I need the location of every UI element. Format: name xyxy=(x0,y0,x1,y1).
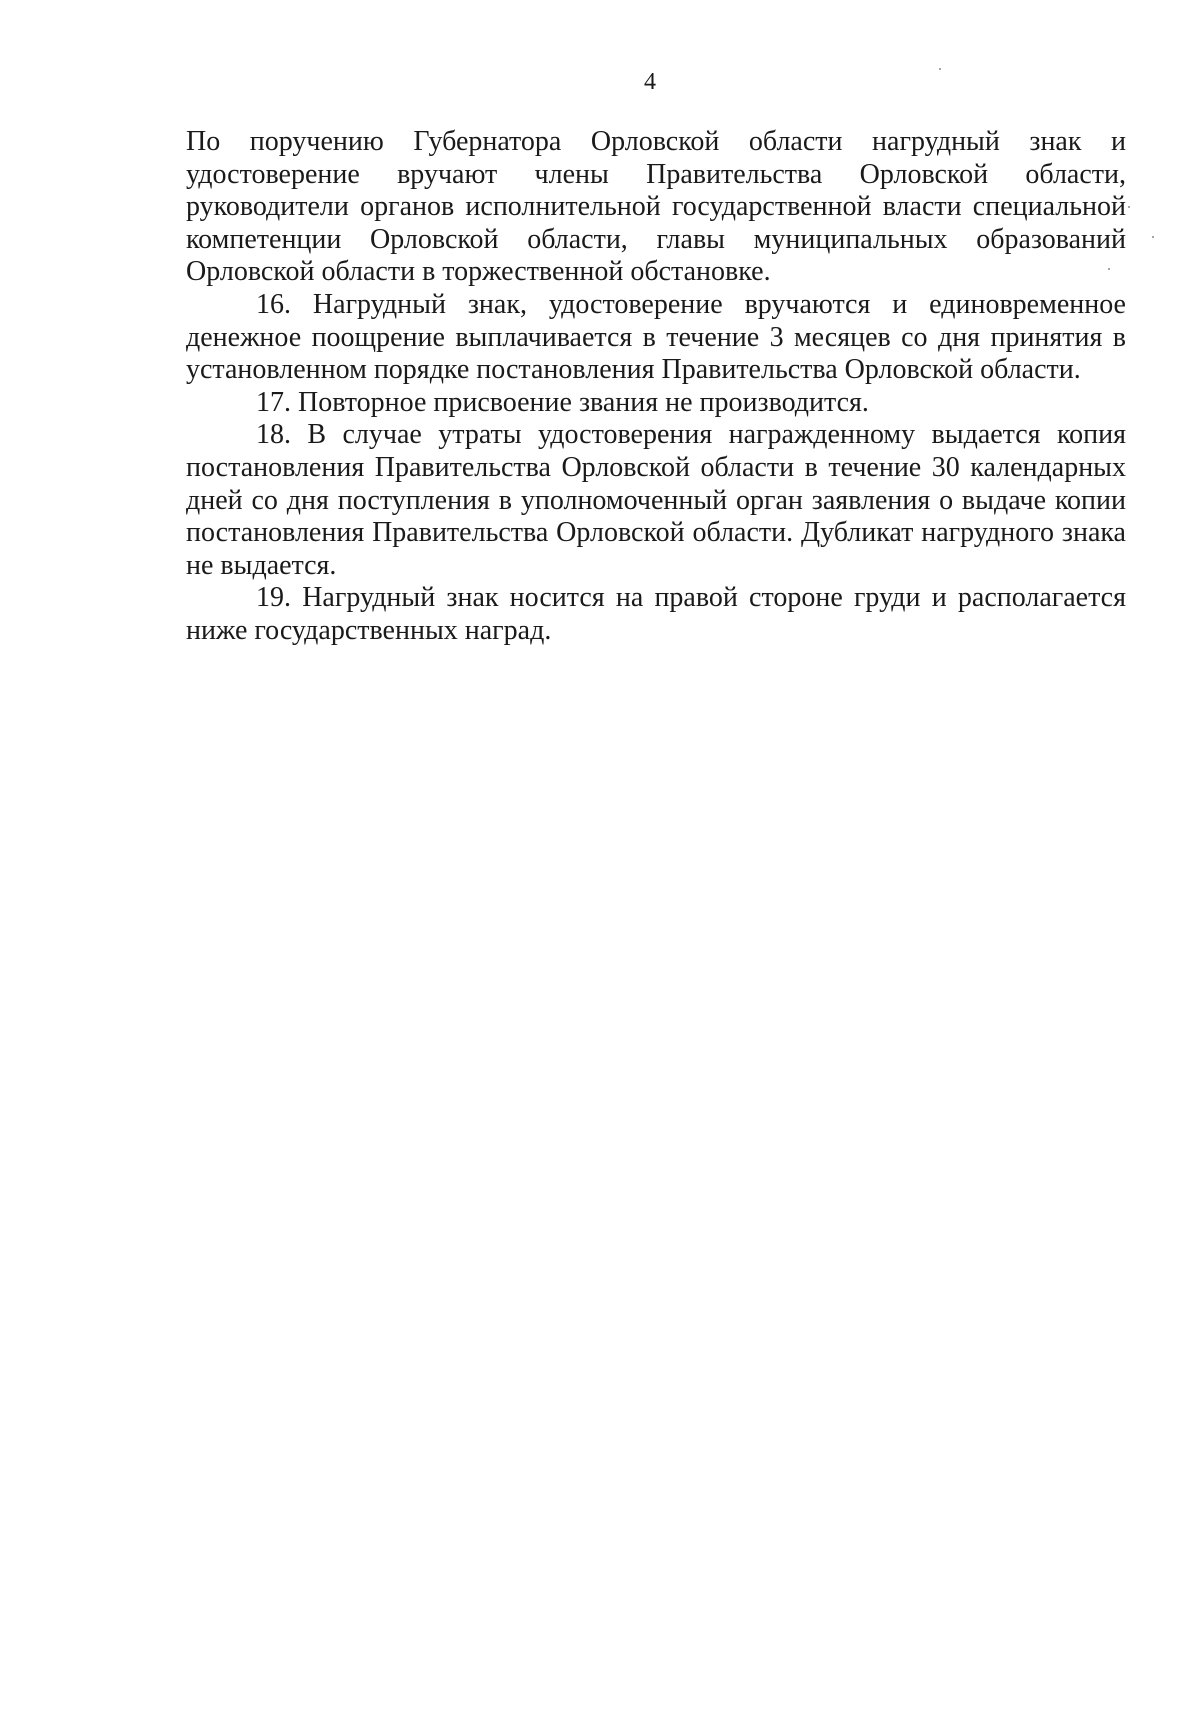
scan-speck xyxy=(1108,268,1110,270)
scan-speck xyxy=(939,68,941,70)
paragraph-19: 19. Нагрудный знак носится на правой стороне груди и располагается ниже государственных наград. xyxy=(186,582,1126,646)
paragraph-18: 18. В случае утраты удостоверения награжденному выдается копия постановления Правительства Орловской области в течение 30 календарных дней со дня поступления в уполномоченный орган заявления о выдаче копии постановления Правительства Орловской области. Дубликат нагрудного знака не выдается. xyxy=(186,419,1126,581)
paragraph-award-presentation: По поручению Губернатора Орловской области нагрудный знак и удостоверение вручают члены Правительства Орловской области, руководители органов исполнительной государственной власти специальной компетенции Орловской области, главы муниципальных образований Орловской области в торжественной обстановке. xyxy=(186,126,1126,288)
scan-speck xyxy=(1128,206,1130,208)
scan-speck xyxy=(1152,236,1154,238)
paragraph-16: 16. Нагрудный знак, удостоверение вручаются и единовременное денежное поощрение выплачивается в течение 3 месяцев со дня принятия в установленном порядке постановления Правительства Орловской области. xyxy=(186,288,1126,386)
page-number: 4 xyxy=(644,69,656,95)
paragraph-17: 17. Повторное присвоение звания не производится. xyxy=(256,386,869,418)
document-body xyxy=(186,126,1126,648)
